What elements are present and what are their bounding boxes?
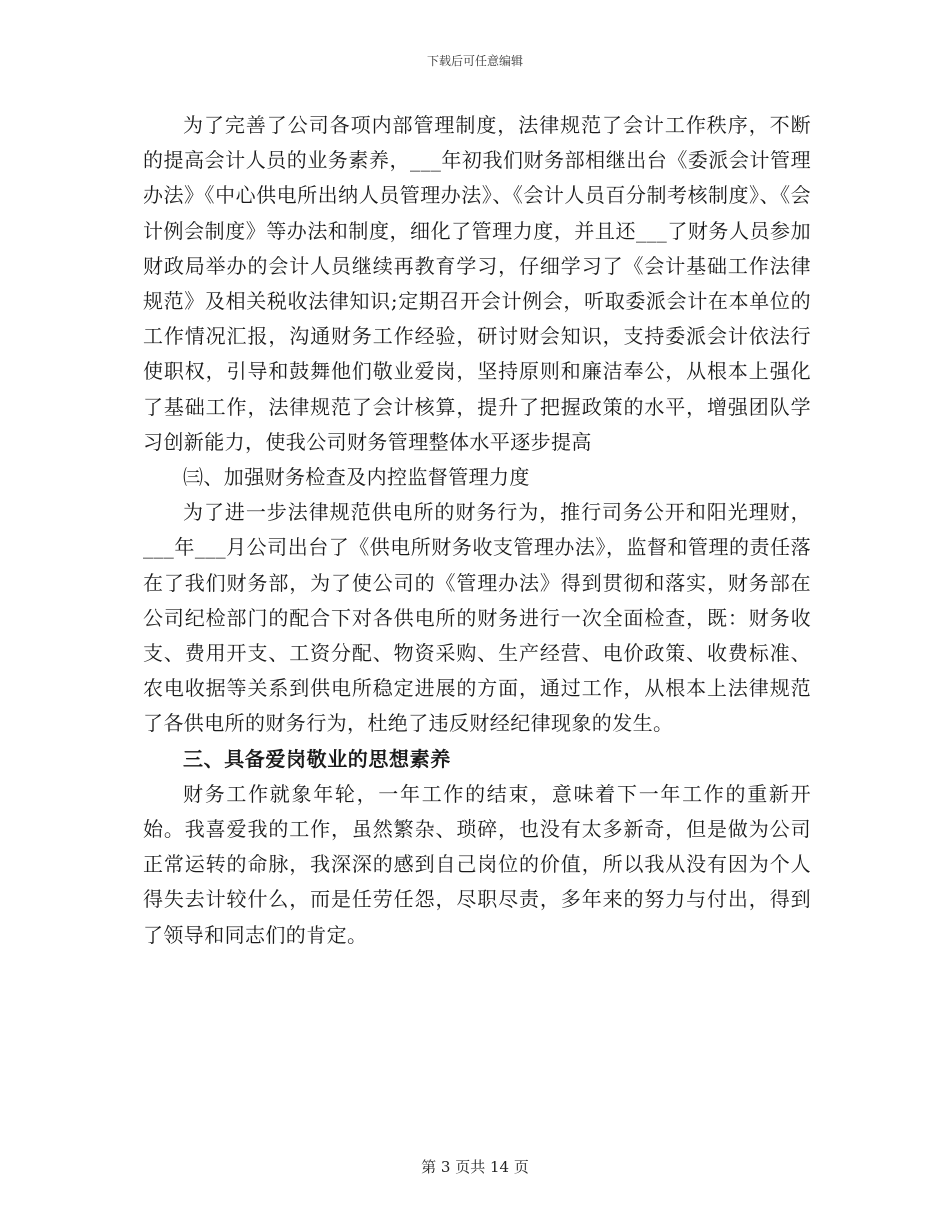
paragraph-financial-inspection: 为了进一步法律规范供电所的财务行为，推行司务公开和阳光理财，___年___月公司出台了《供电所财务收支管理办法》，监督和管理的责任落在了我们财务部，为了使公司的《管理办法》得到贯彻和落实，财务部在公司纪检部门的配合下对各供电所的财务进行一次全面检查，既：财务收支、费用开支、工资分配、物资采购、生产经营、电价政策、收费标准、农电收据等关系到供电所稳定进展的方面，通过工作，从根本上法律规范了各供电所的财务行为，杜绝了违反财经纪律现象的发生。 [143, 500, 811, 736]
page-number: 第 3 页共 14 页 [421, 1158, 529, 1176]
page-header: 下载后可任意编辑 [426, 54, 523, 68]
subheading-financial-inspection: ㈢、加强财务检查及内控监督管理力度 [183, 465, 530, 490]
paragraph-management-system: 为了完善了公司各项内部管理制度，法律规范了会计工作秩序，不断的提高会计人员的业务素养，___年初我们财务部相继出台《委派会计管理办法》《中心供电所出纳人员管理办法》、《会计人员百分制考核制度》、《会计例会制度》等办法和制度，细化了管理力度，并且还___了财务人员参加财政局举办的会计人员继续再教育学习，仔细学习了《会计基础工作法律规范》及相关税收法律知识;定期召开会计例会，听取委派会计在本单位的工作情况汇报，沟通财务工作经验，研讨财会知识，支持委派会计依法行使职权，引导和鼓舞他们敬业爱岗，坚持原则和廉洁奉公，从根本上强化了基础工作，法律规范了会计核算，提升了把握政策的水平，增强团队学习创新能力，使我公司财务管理整体水平逐步提高 [143, 113, 811, 454]
section-heading-dedication: 三、具备爱岗敬业的思想素养 [183, 746, 451, 771]
paragraph-dedication: 财务工作就象年轮，一年工作的结束，意味着下一年工作的重新开始。我喜爱我的工作，虽然繁杂、琐碎，也没有太多新奇，但是做为公司正常运转的命脉，我深深的感到自己岗位的价值，所以我从没有因为个人得失去计较什么，而是任劳任怨，尽职尽责，多年来的努力与付出，得到了领导和同志们的肯定。 [143, 781, 811, 947]
document-body [143, 108, 811, 953]
